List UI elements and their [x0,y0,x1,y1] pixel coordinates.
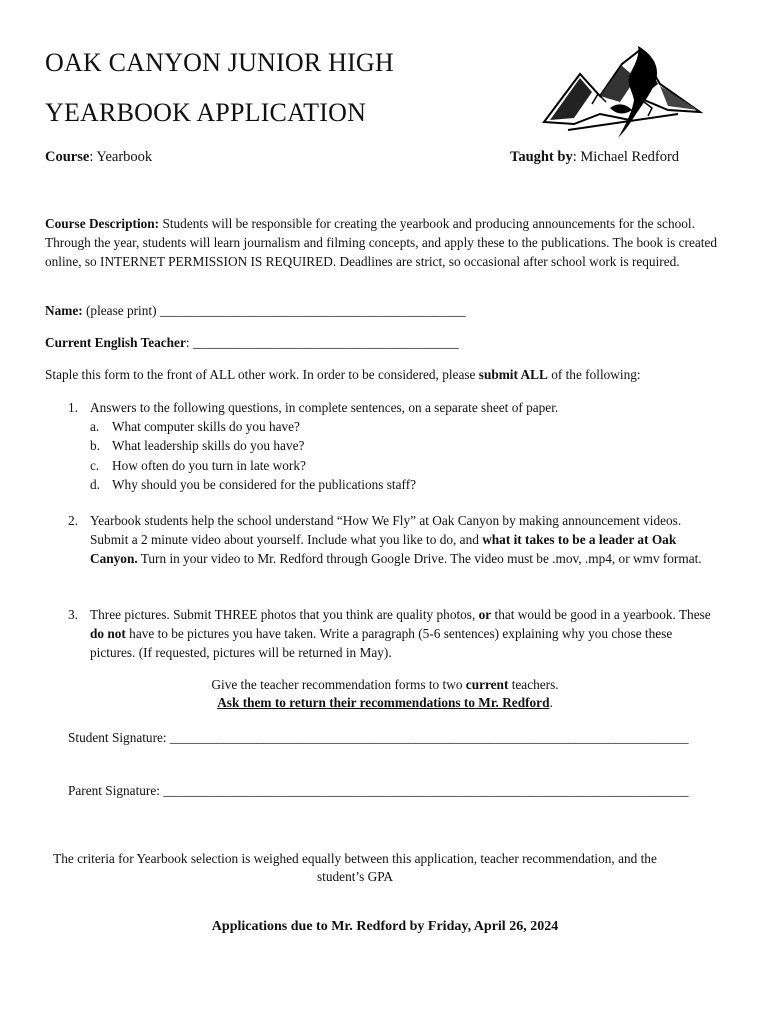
question-item [90,475,718,494]
course-description-label: Course Description: [45,216,160,231]
mountain-eagle-logo [540,44,705,140]
english-teacher-blank[interactable]: : ________________________________________ [185,335,459,350]
name-field[interactable] [45,303,466,319]
item-text: Answers to the following questions, in complete sentences, on a separate sheet of paper. [90,400,559,415]
student-signature-line[interactable]: Student Signature: ______________________________________________________________________________ [68,730,689,745]
english-teacher-field[interactable] [45,335,459,351]
course-value: : Yearbook [89,149,153,165]
staple-text-end: of the following: [547,367,641,382]
taught-by-field [510,149,679,166]
requirement-item-1 [68,398,718,494]
course-label: Course [45,149,90,165]
item-text-bold: do not [90,626,126,642]
course-description [45,214,729,272]
school-name: OAK CANYON JUNIOR HIGH [45,48,394,77]
question-text: What leadership skills do you have? [112,438,305,454]
course-description-text: Students will be responsible for creating the yearbook and producing announcements for the school. Through the year, students will learn journalism and filming concepts, and apply these to the publications. The book is created online, so INTERNET PERMISSION IS REQUIRED. Deadlines are strict, so occasional after school work is required. [45,216,718,270]
name-blank[interactable]: (please print) ______________________________________________ [82,303,466,318]
recommend-text-bold: current [465,677,509,692]
taught-by-value: : Michael Redford [572,149,680,165]
item-text: that would be good in a yearbook. These [491,607,711,622]
question-letter: d. [90,476,100,492]
page-title: YEARBOOK APPLICATION [45,98,367,127]
item-text-bold: what it takes to be a leader at Oak Canyon. [90,532,677,567]
item-text: Yearbook students help the school understand “How We Fly” at Oak Canyon by making announcement videos. Submit a 2 minute video about yourself. Include what you like to do, and [90,513,682,548]
due-date-notice: Applications due to Mr. Redford by Friday, April 26, 2024 [211,919,559,934]
selection-criteria: The criteria for Yearbook selection is weighed equally between this application, teacher recommendation, and the student’s GPA [53,851,657,884]
return-recommendations-period: . [549,695,553,710]
name-label: Name: [45,303,83,318]
question-text: Why should you be considered for the publications staff? [112,476,417,492]
requirement-item-2 [68,511,718,569]
question-letter: c. [90,457,100,473]
item-text: Turn in your video to Mr. Redford through Google Drive. The video must be .mov, .mp4, or wmv format. [137,551,702,567]
parent-signature-line[interactable]: Parent Signature: _______________________________________________________________________________ [68,783,689,798]
item-number: 3. [68,607,78,622]
english-teacher-label: Current English Teacher [45,335,186,350]
question-item [90,417,718,436]
course-field [45,149,152,166]
question-item [90,436,718,455]
staple-text-bold: submit ALL [478,367,548,382]
return-recommendations-note [0,694,770,712]
return-recommendations-text: Ask them to return their recommendations to Mr. Redford [217,695,550,710]
question-text: What computer skills do you have? [112,419,300,435]
item-number: 2. [68,513,78,528]
staple-text-start: Staple this form to the front of ALL other work. In order to be considered, please [45,367,479,382]
recommendation-instructions [0,676,770,694]
question-letter: a. [90,419,100,435]
taught-by-label: Taught by [510,149,573,165]
question-list [90,417,718,494]
item-text: have to be pictures you have taken. Write a paragraph (5-6 sentences) explaining why you chose these pictures. (If requested, pictures will be returned in May). [90,626,673,661]
question-item [90,456,718,475]
staple-instructions [45,367,641,383]
recommend-text: Give the teacher recommendation forms to two [211,677,466,692]
recommend-text: teachers. [508,677,559,692]
question-letter: b. [90,438,100,454]
question-text: How often do you turn in late work? [112,457,306,473]
requirement-item-3 [68,605,718,663]
item-number: 1. [68,400,78,415]
item-text-bold: or [478,607,492,622]
item-text: Three pictures. Submit THREE photos that you think are quality photos, [90,607,479,622]
